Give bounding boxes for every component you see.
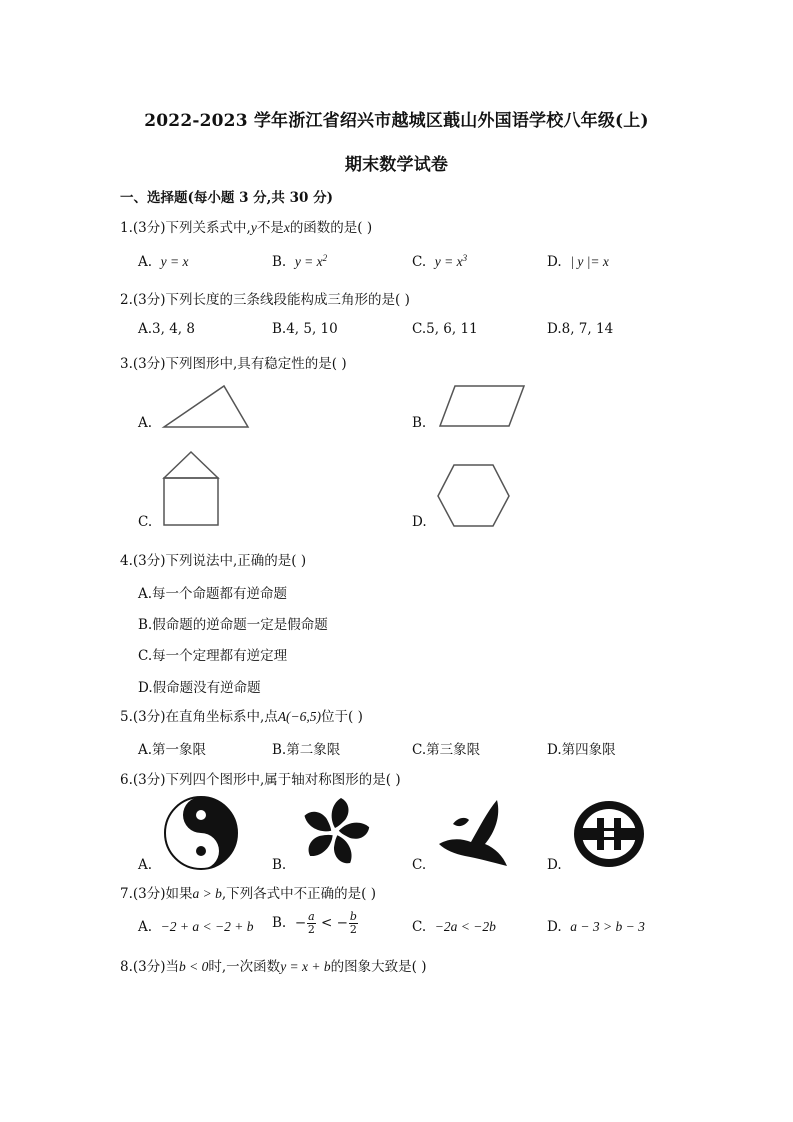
option-label: B. [138, 617, 153, 633]
option-2a[interactable] [138, 321, 195, 337]
question-4 [120, 549, 306, 569]
option-4a[interactable] [138, 582, 287, 602]
option-6c-label[interactable]: C. [412, 857, 427, 873]
question-score: (3分) [132, 553, 166, 569]
hexagon-figure [436, 463, 514, 529]
option-label: A. [138, 919, 153, 935]
option-2b[interactable] [272, 321, 338, 337]
option-7c[interactable] [412, 919, 496, 935]
question-stem: 位于( ) [321, 709, 363, 725]
option-label: A. [138, 321, 153, 337]
question-number: 4. [120, 553, 133, 569]
leaf-logo-icon [435, 798, 511, 870]
option-label: A. [138, 742, 153, 758]
option-label: A. [138, 254, 153, 270]
inequality-sign: < − [316, 915, 348, 931]
question-score: (3分) [132, 709, 166, 725]
option-6d-label[interactable]: D. [547, 857, 562, 873]
option-label: D. [547, 742, 562, 758]
option-label: C. [138, 648, 153, 664]
option-3c-label[interactable]: C. [138, 514, 153, 530]
option-text: 第四象限 [561, 742, 616, 758]
math-var: y [250, 220, 257, 235]
option-2c[interactable] [412, 321, 478, 337]
question-1 [120, 216, 372, 236]
option-label: B. [272, 321, 287, 337]
question-stem: 下列图形中,具有稳定性的是( ) [165, 356, 347, 372]
question-5 [120, 705, 363, 725]
option-text: 4, 5, 10 [286, 321, 338, 337]
option-expr: a − 3 > b − 3 [570, 919, 645, 934]
option-text: 假命题没有逆命题 [152, 680, 261, 696]
question-score: (3分) [132, 292, 166, 308]
option-expr: y = x [434, 254, 463, 269]
option-3b-label[interactable]: B. [412, 415, 427, 431]
option-label: B. [272, 915, 287, 931]
bank-coin-logo-icon [571, 798, 647, 870]
minus-sign: − [294, 915, 307, 931]
option-7a[interactable] [138, 919, 253, 935]
question-score: (3分) [132, 772, 166, 788]
math-condition: b < 0 [179, 959, 209, 974]
option-5a[interactable] [138, 738, 206, 758]
option-text: 3, 4, 8 [152, 321, 195, 337]
option-label: D. [138, 680, 153, 696]
question-stem: 时,一次函数 [208, 959, 281, 975]
parallelogram-figure [438, 384, 528, 430]
option-6a-label[interactable]: A. [138, 857, 153, 873]
option-expr: | y |= x [570, 254, 609, 269]
bauhinia-flower-icon [296, 794, 374, 870]
option-label: B. [272, 742, 287, 758]
option-4d[interactable] [138, 676, 261, 696]
fraction-numerator: a [308, 910, 315, 923]
option-7b[interactable] [272, 911, 359, 936]
fraction-denominator: 2 [307, 923, 315, 936]
option-text: 5, 6, 11 [426, 321, 478, 337]
fraction-a-over-2 [307, 911, 316, 936]
option-5d[interactable] [547, 738, 616, 758]
option-label: D. [547, 321, 562, 337]
question-3 [120, 352, 347, 372]
question-stem: 的图象大致是( ) [330, 959, 427, 975]
yin-yang-icon [163, 795, 239, 871]
option-label: C. [412, 919, 427, 935]
option-label: C. [412, 742, 427, 758]
option-label: B. [272, 254, 287, 270]
option-7d[interactable] [547, 919, 645, 935]
math-var: x [283, 220, 290, 235]
option-expr: y = x [160, 254, 189, 269]
option-label: C. [412, 321, 427, 337]
question-stem: 在直角坐标系中,点 [165, 709, 278, 725]
option-1d[interactable] [547, 254, 609, 270]
question-stem: 下列长度的三条线段能构成三角形的是( ) [165, 292, 410, 308]
house-pentagon-figure [162, 450, 224, 530]
question-number: 1. [120, 220, 133, 236]
option-2d[interactable] [547, 321, 613, 337]
option-5c[interactable] [412, 738, 480, 758]
question-stem: 的函数的是( ) [289, 220, 373, 236]
math-function: y = x + b [280, 959, 331, 974]
option-3a-label[interactable]: A. [138, 415, 153, 431]
exponent: 3 [462, 253, 468, 263]
option-5b[interactable] [272, 738, 340, 758]
option-1c[interactable] [412, 254, 467, 270]
exam-title-line2: 期末数学试卷 [344, 155, 449, 175]
option-expr: −2a < −2b [434, 919, 496, 934]
math-inequality: a > b [192, 886, 222, 901]
option-1b[interactable] [272, 254, 327, 270]
option-expr: y = x [294, 254, 323, 269]
question-stem: 当 [165, 959, 180, 975]
question-6 [120, 768, 401, 788]
option-text: 每一个定理都有逆定理 [152, 648, 288, 664]
option-6b-label[interactable]: B. [272, 857, 287, 873]
option-label: D. [547, 919, 562, 935]
option-1a[interactable] [138, 254, 188, 270]
question-7 [120, 882, 376, 902]
question-stem: 下列四个图形中,属于轴对称图形的是( ) [165, 772, 401, 788]
question-stem: 下列说法中,正确的是( ) [165, 553, 307, 569]
question-number: 5. [120, 709, 133, 725]
option-4c[interactable] [138, 644, 287, 664]
question-score: (3分) [132, 220, 166, 236]
option-label: D. [547, 254, 562, 270]
math-point: A(−6,5) [277, 709, 322, 724]
question-score: (3分) [132, 356, 166, 372]
exam-title-line1: 2022-2023 学年浙江省绍兴市越城区蕺山外国语学校八年级(上) [144, 111, 649, 131]
question-stem: 下列关系式中, [165, 220, 251, 236]
question-stem: 如果 [165, 886, 193, 902]
question-number: 6. [120, 772, 133, 788]
question-8 [120, 955, 426, 975]
section-heading-choice: 一、选择题(每小题 3 分,共 30 分) [120, 190, 333, 206]
question-number: 8. [120, 959, 133, 975]
fraction-numerator: b [349, 910, 357, 923]
fraction-b-over-2 [349, 911, 358, 936]
question-number: 2. [120, 292, 133, 308]
option-text: 每一个命题都有逆命题 [152, 586, 288, 602]
exponent: 2 [322, 253, 328, 263]
question-stem: 不是 [256, 220, 284, 236]
option-text: 第一象限 [152, 742, 207, 758]
question-number: 7. [120, 886, 133, 902]
fraction-denominator: 2 [349, 923, 357, 936]
question-score: (3分) [132, 959, 166, 975]
option-expr: −2 + a < −2 + b [160, 919, 254, 934]
option-text: 8, 7, 14 [561, 321, 614, 337]
question-2 [120, 288, 410, 308]
question-score: (3分) [132, 886, 166, 902]
triangle-figure [162, 384, 252, 430]
option-3d-label[interactable]: D. [412, 514, 427, 530]
option-text: 第二象限 [286, 742, 341, 758]
question-stem: ,下列各式中不正确的是( ) [221, 886, 377, 902]
option-label: A. [138, 586, 153, 602]
question-number: 3. [120, 356, 133, 372]
option-label: C. [412, 254, 427, 270]
option-4b[interactable] [138, 613, 328, 633]
option-text: 假命题的逆命题一定是假命题 [152, 617, 328, 633]
option-text: 第三象限 [426, 742, 481, 758]
